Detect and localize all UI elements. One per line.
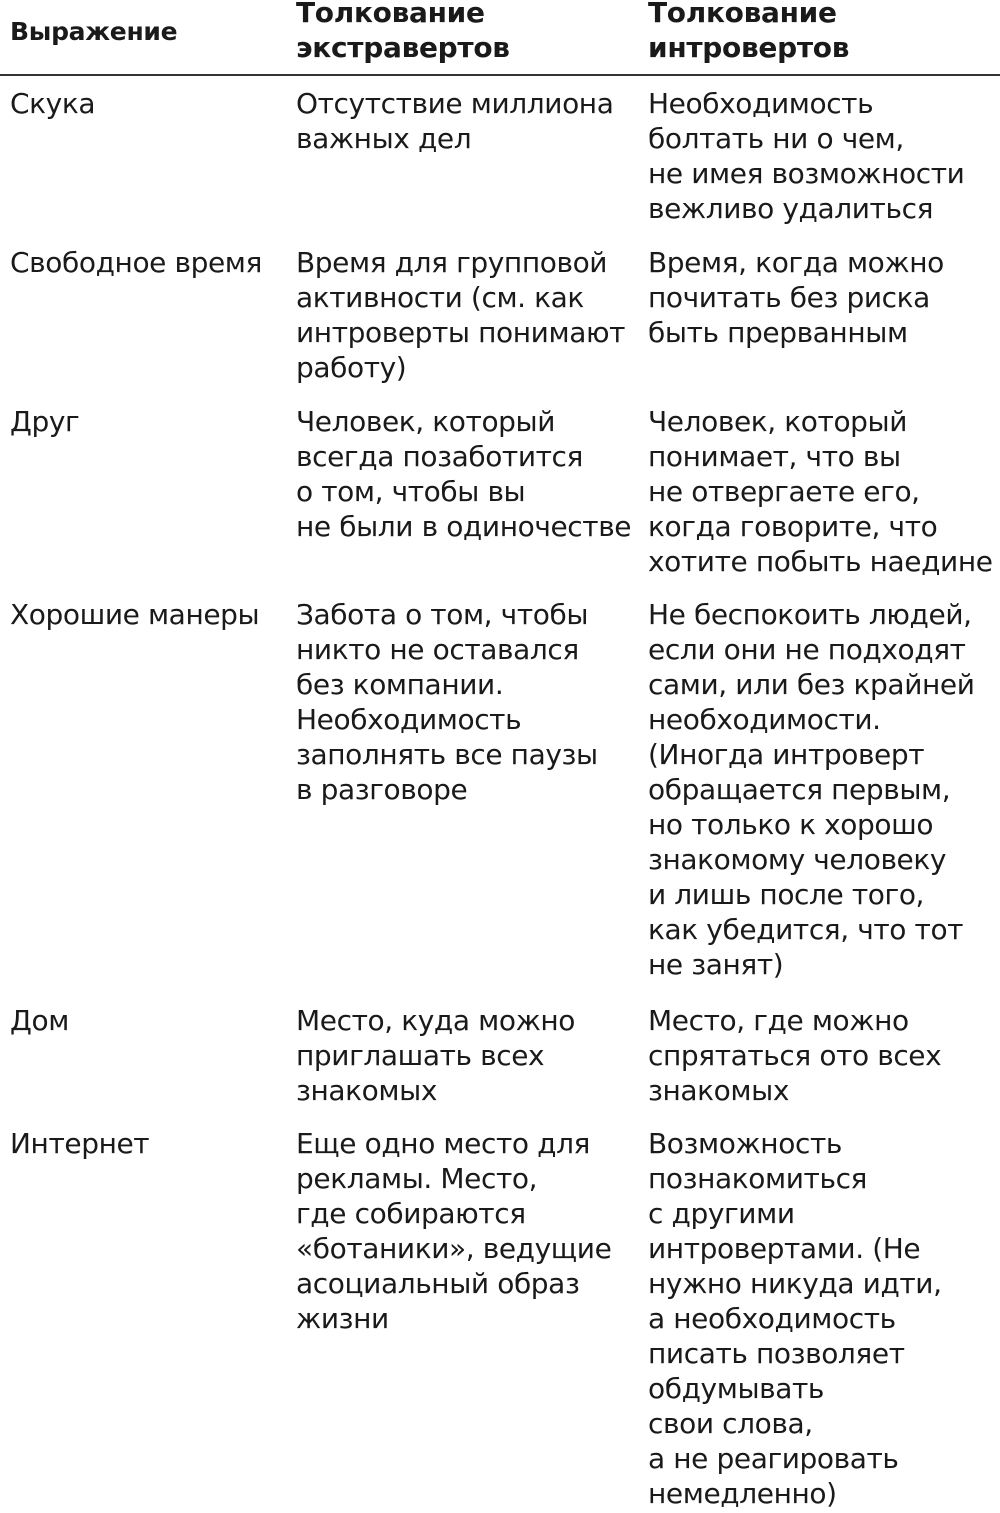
extravert-cell: Человек, который всегда позаботится о том, чтобы вы не были в одиночестве: [296, 405, 632, 543]
header-term: Выражение: [10, 17, 178, 46]
introvert-cell: Место, где можно спрятаться ото всех знакомых: [648, 1004, 942, 1107]
term-cell: Интернет: [10, 1127, 150, 1160]
extravert-cell: Время для групповой активности (см. как интроверты понимают работу): [296, 246, 626, 384]
extravert-cell: Место, куда можно приглашать всех знакомых: [296, 1004, 576, 1107]
table-header: [0, 0, 1000, 76]
introvert-cell: Не беспокоить людей, если они не подходят сами, или без крайней необходимости. (Иногда интроверт обращается первым, но только к хорошо знакомому человеку и лишь после того, как убедится, что тот не занят): [648, 598, 975, 981]
extravert-cell: Еще одно место для рекламы. Место, где собираются «ботаники», ведущие асоциальный образ жизни: [296, 1127, 612, 1335]
term-cell: Свободное время: [10, 246, 262, 279]
introvert-cell: Время, когда можно почитать без риска быть прерванным: [648, 246, 944, 349]
extravert-cell: Отсутствие миллиона важных дел: [296, 87, 614, 155]
term-cell: Дом: [10, 1004, 69, 1037]
term-cell: Хорошие манеры: [10, 598, 260, 631]
introvert-cell: Возможность познакомиться с другими интровертами. (Не нужно никуда идти, а необходимость писать позволяет обдумывать свои слова, а не реагировать немедленно): [648, 1127, 942, 1510]
introvert-cell: Человек, который понимает, что вы не отвергаете его, когда говорите, что хотите побыть наедине: [648, 405, 993, 578]
term-cell: Скука: [10, 87, 96, 120]
introvert-cell: Необходимость болтать ни о чем, не имея возможности вежливо удалиться: [648, 87, 965, 225]
header-introvert: Толкование интровертов: [648, 0, 850, 64]
extravert-cell: Забота о том, чтобы никто не оставался без компании. Необходимость заполнять все паузы в разговоре: [296, 598, 598, 806]
header-extravert: Толкование экстравертов: [296, 0, 510, 64]
term-cell: Друг: [10, 405, 80, 438]
